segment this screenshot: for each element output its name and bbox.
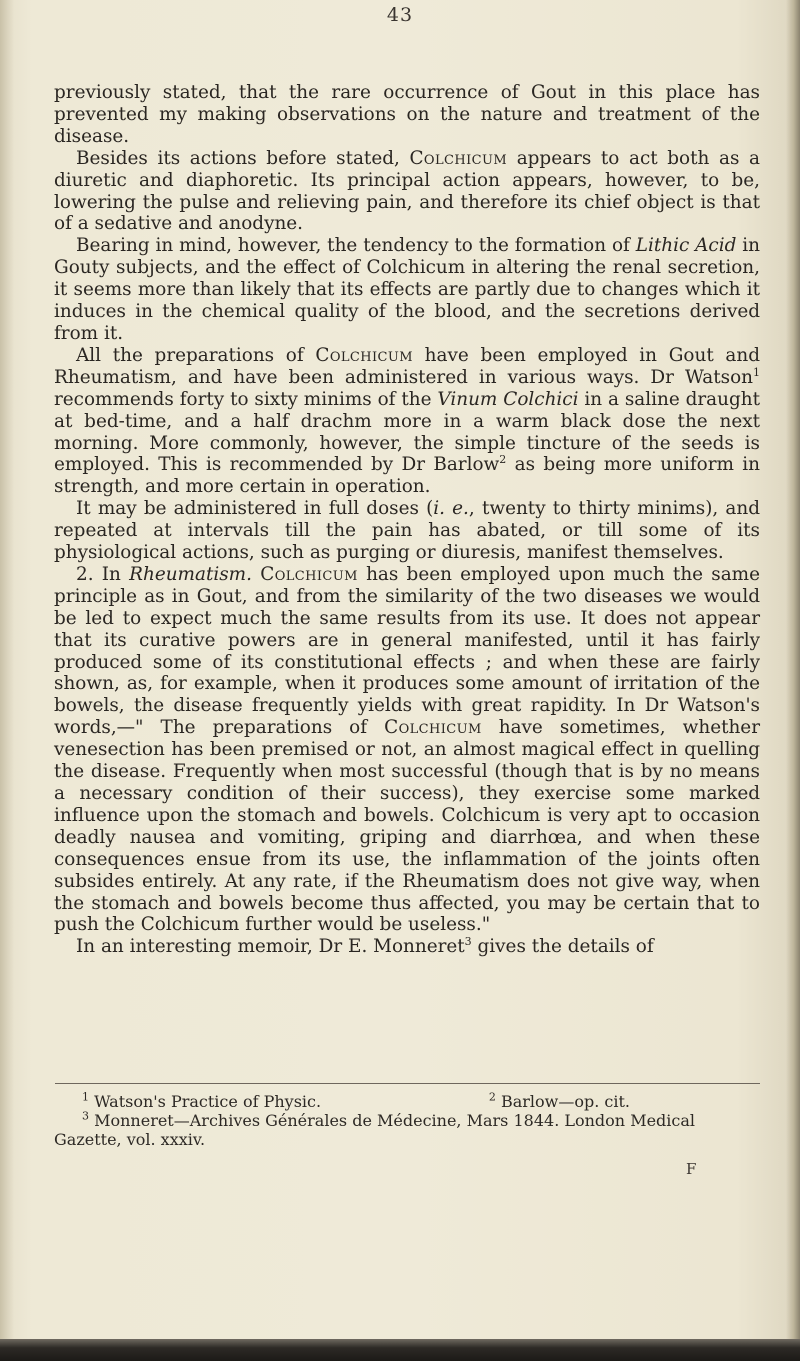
paragraph-text: In an interesting memoir, Dr E. Monneret [76, 936, 465, 958]
paragraph-2 [54, 148, 760, 236]
footnote-mark: 3 [82, 1109, 89, 1123]
page-edge-shadow [786, 0, 800, 1361]
drug-name: Colchicum [260, 563, 358, 585]
footnote-3-continuation: Gazette, vol. xxxiv. [54, 1130, 206, 1149]
footnote-1 [82, 1092, 321, 1111]
paragraph-text: All the preparations of [76, 344, 316, 366]
section-heading-rheumatism: Rheumatism. [129, 563, 252, 585]
paragraph-6 [54, 564, 760, 936]
footnote-ref-2[interactable]: 2 [499, 453, 507, 467]
paragraph-text: previously stated, that the rare occurrence of Gout in this place has prevented my making observations on the nature and treatment of the disease. [54, 82, 760, 147]
footnote-text: Monneret—Archives Générales de Médecine, Mars 1844. London Medical [94, 1111, 696, 1130]
paragraph-4 [54, 345, 760, 498]
paragraph-text: gives the details of [471, 936, 654, 958]
paragraph-text: in Gouty subjects, and the effect of Colchicum in altering the renal secretion, it seems more than likely that its effects are partly due to changes which it induces in the chemical quality of the blood, and the secretions derived from it. [54, 235, 761, 344]
paragraph-text: 2. In [76, 563, 130, 585]
footnote-3 [54, 1111, 760, 1130]
italic-term: i. e. [433, 498, 469, 520]
paragraph-text: , twenty to thirty minims), and repeated at intervals till the pain has abated, or till some of its physiological actions, such as purging or diuresis, manifest themselves. [54, 498, 761, 564]
signature-mark: F [686, 1160, 697, 1178]
paragraph-text: recommends forty to sixty minims of the [54, 388, 438, 410]
paragraph-text: It may be administered in full doses ( [76, 498, 434, 520]
paragraph-text: have sometimes, whether venesection has been premised or not, an almost magical effect in quelling the disease. Frequently when most successful (though that is by no means a necessary condition of their success), they exercise some marked influence upon the stomach and bowels. Colchicum is very apt to occasion deadly nausea and vomiting, griping and diarrhœa, and when these consequences ensue from its use, the inflammation of the joints often subsides entirely. At any rate, if the Rheumatism does not give way, when the stomach and bowels become thus affected, you may be certain that to push the Colchicum further would be useless." [54, 717, 760, 936]
paragraph-text: has been employed upon much the same principle as in Gout, and from the similarity of the two diseases we would be led to expect much the same results from its use. It does not appear that its curative powers are in general manifested, until it has fairly produced some of its constitutional effects ; and when these are fairly shown, as, for example, when it produces some amount of irritation of the bowels, the disease frequently yields with great rapidity. In Dr Watson's words,—" The preparations of [54, 563, 761, 739]
paragraph-1 [54, 82, 760, 148]
page-number: 43 [386, 4, 414, 26]
italic-term: Vinum Colchici [437, 388, 579, 410]
footnote-text: Watson's Practice of Physic. [94, 1092, 322, 1111]
paragraph-7 [54, 936, 760, 958]
drug-name: Colchicum [384, 717, 482, 739]
body-text [54, 82, 760, 958]
footnote-row [54, 1092, 760, 1111]
paragraph-text: Besides its actions before stated, [76, 147, 410, 169]
scan-bottom-edge [0, 1339, 800, 1361]
paragraph-text: appears to act both as a diuretic and diaphoretic. Its principal action appears, however, to be, lowering the pulse and relieving pain, and therefore its chief object is that of a sedative and anodyne. [54, 147, 760, 235]
paragraph-text: have been employed in Gout and Rheumatism, and have been administered in various ways. Dr Watson [54, 344, 760, 388]
footnotes [54, 1092, 760, 1149]
drug-name: Colchicum [409, 147, 508, 169]
page-binding-shadow [0, 0, 14, 1361]
footnote-ref-1[interactable]: 1 [753, 365, 760, 379]
footnote-mark: 1 [82, 1090, 89, 1104]
paragraph-text: in a saline draught at bed-time, and a half drachm more in a warm black dose the next morning. More commonly, however, the simple tincture of the seeds is employed. This is recommended by Dr Barlow [54, 388, 760, 476]
footnote-ref-3[interactable]: 3 [464, 935, 472, 949]
footnote-mark: 2 [488, 1090, 496, 1104]
footnote-text: Barlow—op. cit. [500, 1092, 630, 1111]
paragraph-text: as being more uniform in strength, and more certain in operation. [54, 454, 760, 498]
paragraph-5 [54, 498, 760, 564]
paragraph-text: Bearing in mind, however, the tendency to the formation of [76, 235, 636, 257]
paragraph-3 [54, 235, 760, 345]
footnote-divider [55, 1083, 760, 1084]
italic-term: Lithic Acid [635, 235, 737, 257]
drug-name: Colchicum [315, 344, 413, 366]
footnote-2 [489, 1092, 630, 1111]
